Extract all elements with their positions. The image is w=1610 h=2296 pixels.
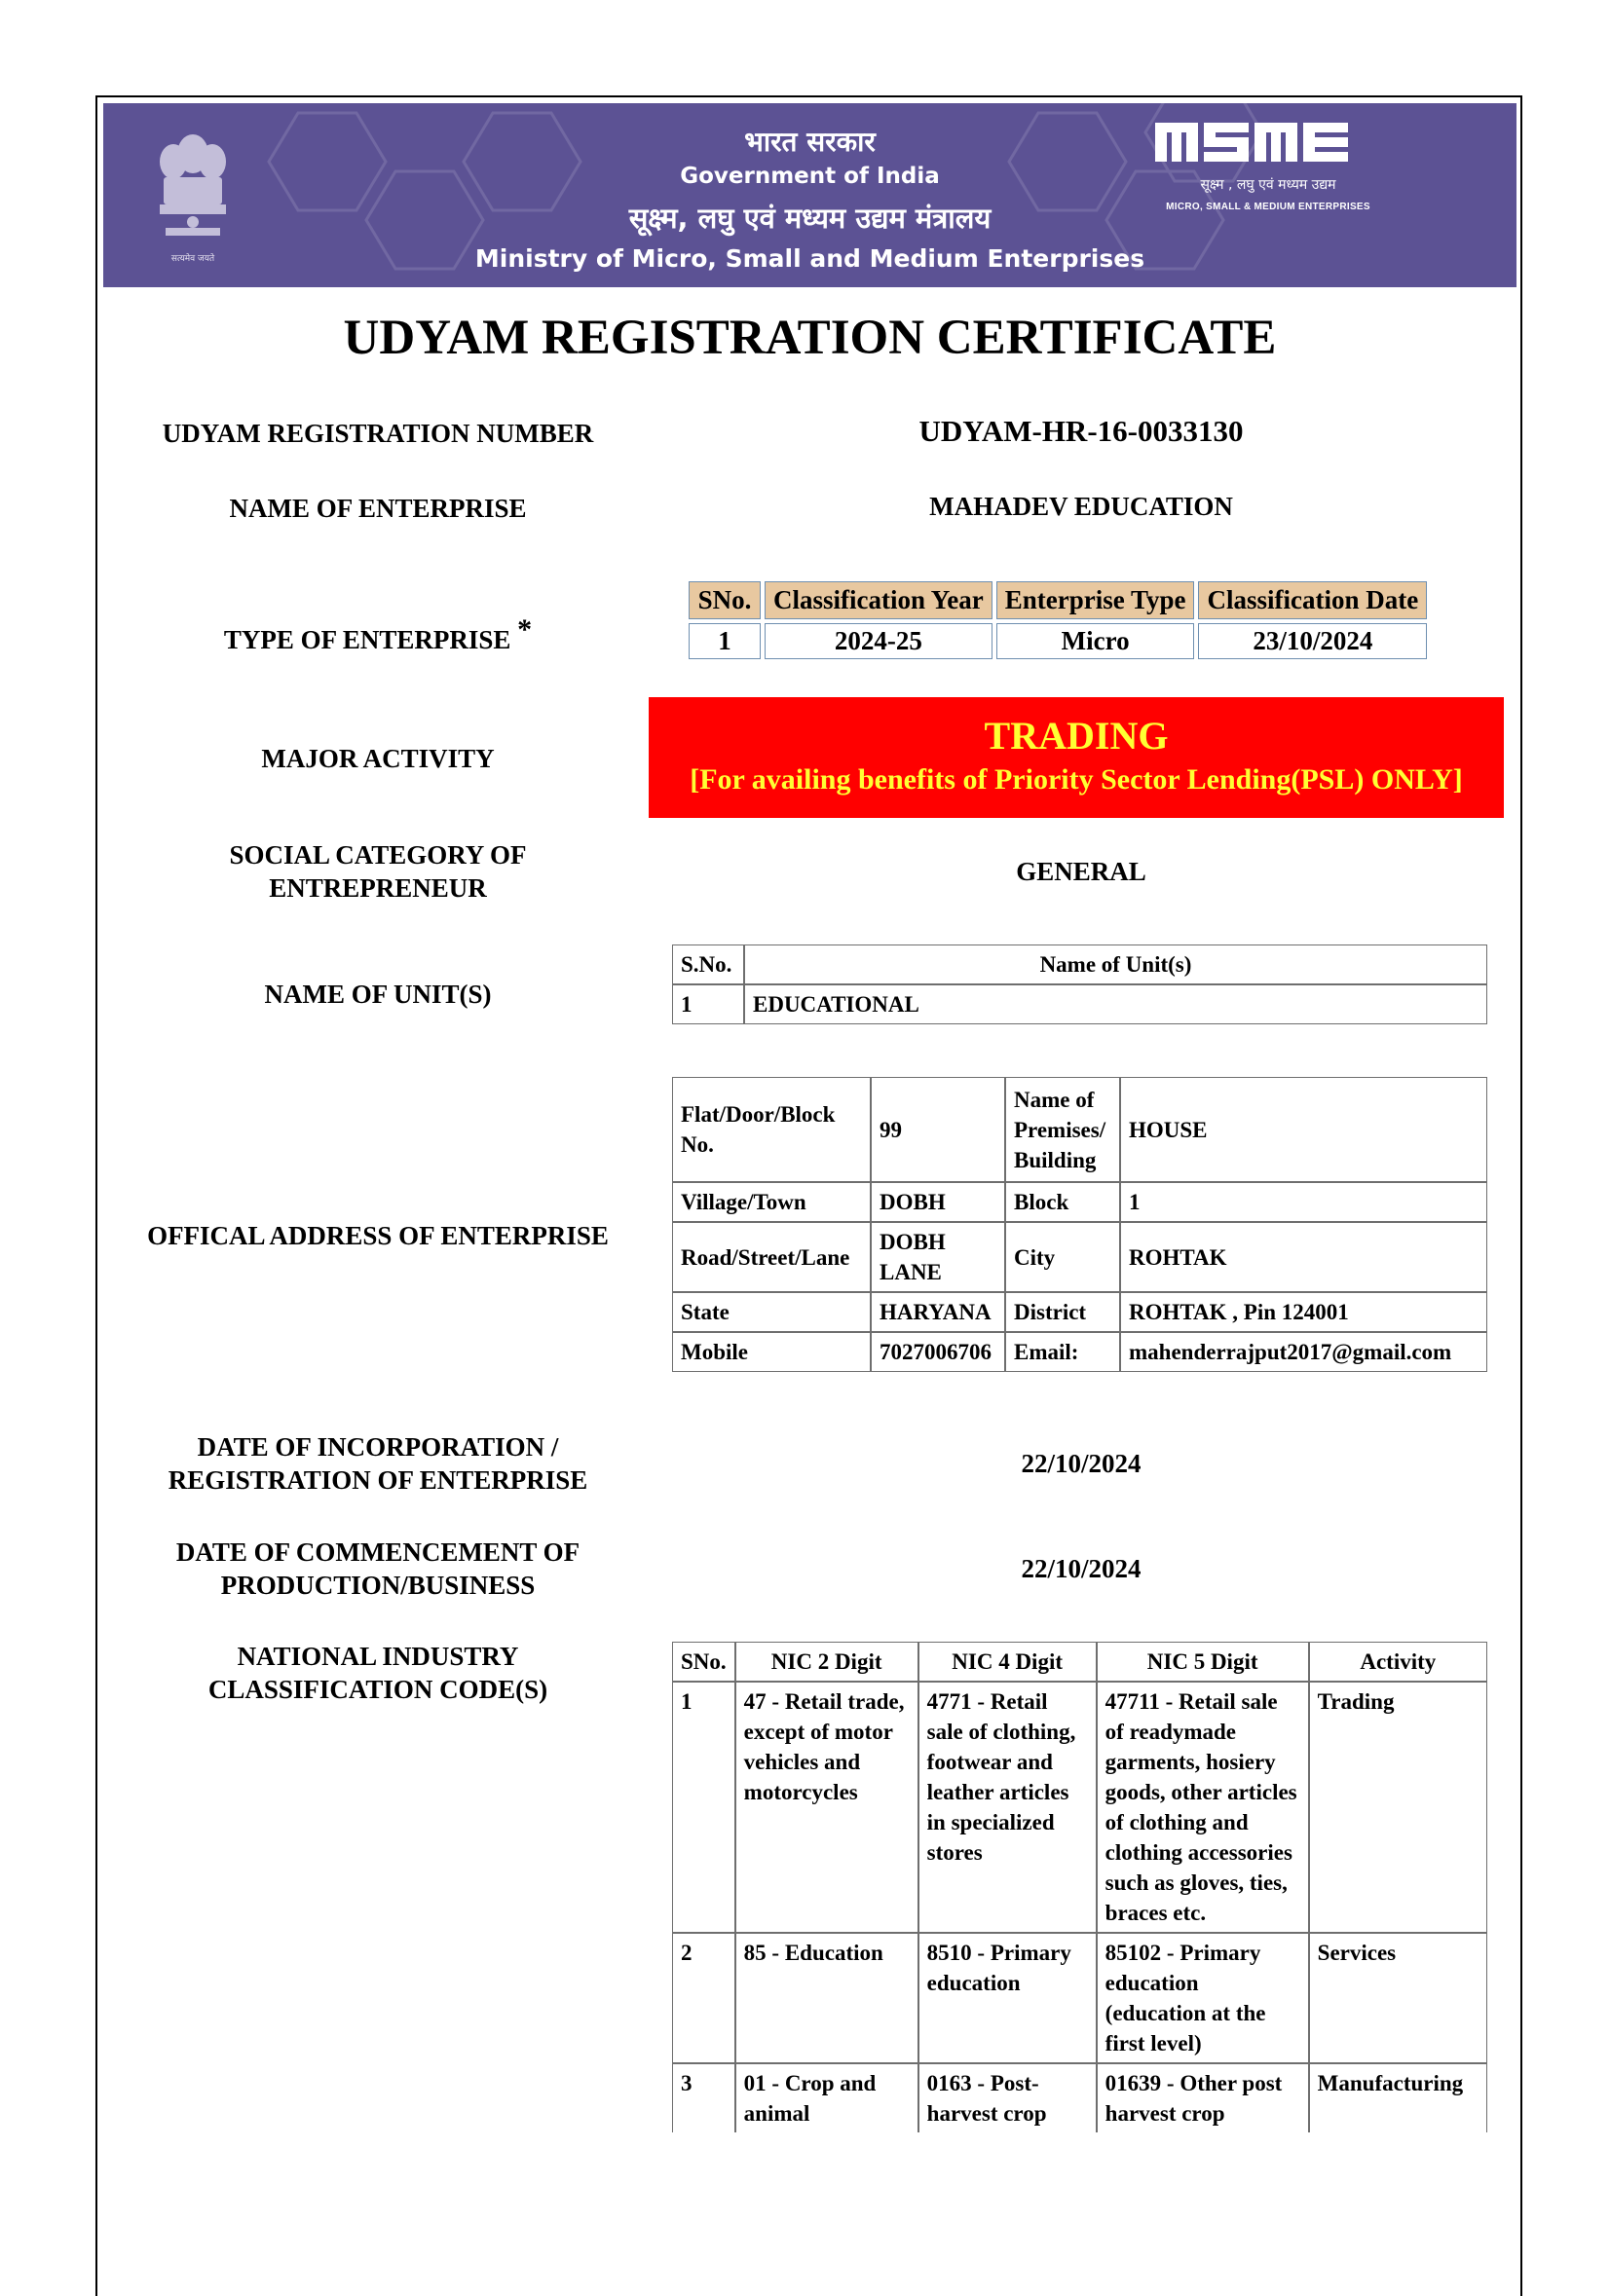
nic-cell: Manufacturing bbox=[1309, 2063, 1487, 2132]
nic-header-2digit: NIC 2 Digit bbox=[735, 1642, 918, 1682]
cls-header-sno: SNo. bbox=[689, 581, 761, 619]
address-block-label: Block bbox=[1005, 1182, 1120, 1222]
incorporation-date: 22/10/2024 bbox=[1021, 1449, 1142, 1478]
type-label-text: TYPE OF ENTERPRISE bbox=[223, 625, 511, 654]
nic-cell: Trading bbox=[1309, 1682, 1487, 1933]
major-activity-label: MAJOR ACTIVITY bbox=[261, 744, 495, 773]
address-district-label: District bbox=[1005, 1292, 1120, 1332]
nic-label bbox=[115, 1640, 641, 1706]
banner-ministry-hindi: सूक्ष्म, लघु एवं मध्यम उद्यम मंत्रालय bbox=[628, 202, 992, 235]
incorporation-label bbox=[115, 1430, 641, 1497]
units-header-sno: S.No. bbox=[672, 944, 744, 984]
enterprise-name-value: MAHADEV EDUCATION bbox=[929, 492, 1233, 521]
nic-cell: 85102 - Primary education (education at the first level) bbox=[1097, 1933, 1309, 2063]
units-cell-name: EDUCATIONAL bbox=[744, 984, 1487, 1024]
address-email-value: mahenderrajput2017@gmail.com bbox=[1120, 1332, 1487, 1372]
major-activity-box bbox=[649, 697, 1504, 818]
cls-header-year: Classification Year bbox=[765, 581, 992, 619]
nic-label-line2: CLASSIFICATION CODE(S) bbox=[207, 1675, 548, 1704]
nic-header-4digit: NIC 4 Digit bbox=[918, 1642, 1097, 1682]
nic-cell: 47 - Retail trade, except of motor vehicles and motorcycles bbox=[735, 1682, 918, 1933]
nic-header-activity: Activity bbox=[1309, 1642, 1487, 1682]
address-city-value: ROHTAK bbox=[1120, 1222, 1487, 1292]
address-flat-value: 99 bbox=[871, 1077, 1005, 1182]
address-flat-label: Flat/Door/Block No. bbox=[672, 1077, 871, 1182]
nic-cell: 1 bbox=[672, 1682, 735, 1933]
nic-table bbox=[672, 1642, 1487, 2132]
address-premises-value: HOUSE bbox=[1120, 1077, 1487, 1182]
classification-table bbox=[685, 577, 1431, 663]
banner-hindi-title: भारत सरकार bbox=[744, 126, 876, 158]
address-mobile-value: 7027006706 bbox=[871, 1332, 1005, 1372]
commencement-label-line1: DATE OF COMMENCEMENT OF bbox=[175, 1537, 580, 1567]
commencement-date: 22/10/2024 bbox=[1021, 1554, 1142, 1583]
address-premises-label: Name of Premises/ Building bbox=[1005, 1077, 1120, 1182]
nic-cell: 01639 - Other post harvest crop bbox=[1097, 2063, 1309, 2132]
reg-number-label: UDYAM REGISTRATION NUMBER bbox=[162, 419, 594, 448]
page-title: UDYAM REGISTRATION CERTIFICATE bbox=[343, 311, 1277, 365]
cls-header-date: Classification Date bbox=[1198, 581, 1427, 619]
nic-header-sno: SNo. bbox=[672, 1642, 735, 1682]
address-label: OFFICAL ADDRESS OF ENTERPRISE bbox=[147, 1221, 609, 1250]
msme-logo-english: MICRO, SMALL & MEDIUM ENTERPRISES bbox=[1166, 202, 1370, 212]
commencement-label bbox=[115, 1536, 641, 1602]
major-activity-note: [For availing benefits of Priority Sector Lending(PSL) ONLY] bbox=[690, 763, 1463, 796]
address-mobile-label: Mobile bbox=[672, 1332, 871, 1372]
address-table bbox=[672, 1077, 1487, 1372]
reg-number-value: UDYAM-HR-16-0033130 bbox=[918, 414, 1244, 448]
units-label: NAME OF UNIT(S) bbox=[264, 980, 492, 1009]
nic-cell: 47711 - Retail sale of readymade garments, hosiery goods, other articles of clothing and clothing accessories such as gloves, ties, braces etc. bbox=[1097, 1682, 1309, 1933]
table-row bbox=[672, 1933, 1487, 2063]
address-village-value: DOBH bbox=[871, 1182, 1005, 1222]
social-category-label-line2: ENTREPRENEUR bbox=[269, 873, 487, 903]
type-label bbox=[115, 613, 641, 656]
major-activity-value: TRADING bbox=[984, 714, 1169, 758]
svg-text:सत्यमेव जयते: सत्यमेव जयते bbox=[170, 254, 215, 264]
header-banner bbox=[103, 103, 1516, 287]
units-table bbox=[672, 944, 1487, 1024]
address-road-value: DOBH LANE bbox=[871, 1222, 1005, 1292]
nic-cell: 85 - Education bbox=[735, 1933, 918, 2063]
cls-cell-date: 23/10/2024 bbox=[1198, 623, 1427, 659]
social-category-label-line1: SOCIAL CATEGORY OF bbox=[229, 840, 527, 870]
table-row bbox=[672, 2063, 1487, 2132]
cls-header-type: Enterprise Type bbox=[996, 581, 1195, 619]
social-category-value: GENERAL bbox=[1016, 857, 1146, 886]
msme-logo-hindi: सूक्ष्म , लघु एवं मध्यम उद्यम bbox=[1200, 177, 1336, 193]
nic-header-5digit: NIC 5 Digit bbox=[1097, 1642, 1309, 1682]
banner-ministry: Ministry of Micro, Small and Medium Enterprises bbox=[474, 244, 1145, 273]
incorporation-label-line2: REGISTRATION OF ENTERPRISE bbox=[168, 1465, 588, 1495]
nic-label-line1: NATIONAL INDUSTRY bbox=[237, 1642, 519, 1671]
units-header-name: Name of Unit(s) bbox=[744, 944, 1487, 984]
enterprise-name-label: NAME OF ENTERPRISE bbox=[229, 494, 527, 523]
commencement-label-line2: PRODUCTION/BUSINESS bbox=[220, 1571, 536, 1600]
social-category-label bbox=[115, 838, 641, 905]
incorporation-label-line1: DATE OF INCORPORATION / bbox=[197, 1432, 559, 1462]
nic-cell: 4771 - Retail sale of clothing, footwear and leather articles in specialized stores bbox=[918, 1682, 1097, 1933]
address-district-value: ROHTAK , Pin 124001 bbox=[1120, 1292, 1487, 1332]
cls-cell-year: 2024-25 bbox=[765, 623, 992, 659]
address-state-value: HARYANA bbox=[871, 1292, 1005, 1332]
nic-cell: 3 bbox=[672, 2063, 735, 2132]
nic-cell: 0163 - Post-harvest crop bbox=[918, 2063, 1097, 2132]
cls-cell-type: Micro bbox=[996, 623, 1195, 659]
table-row bbox=[672, 1682, 1487, 1933]
nic-cell: 01 - Crop and animal bbox=[735, 2063, 918, 2132]
type-asterisk: * bbox=[517, 613, 533, 646]
address-email-label: Email: bbox=[1005, 1332, 1120, 1372]
nic-cell: 8510 - Primary education bbox=[918, 1933, 1097, 2063]
address-road-label: Road/Street/Lane bbox=[672, 1222, 871, 1292]
address-block-value: 1 bbox=[1120, 1182, 1487, 1222]
address-state-label: State bbox=[672, 1292, 871, 1332]
nic-cell: 2 bbox=[672, 1933, 735, 2063]
address-village-label: Village/Town bbox=[672, 1182, 871, 1222]
address-city-label: City bbox=[1005, 1222, 1120, 1292]
units-cell-sno: 1 bbox=[672, 984, 744, 1024]
banner-government: Government of India bbox=[680, 164, 940, 189]
nic-cell: Services bbox=[1309, 1933, 1487, 2063]
cls-cell-sno: 1 bbox=[689, 623, 761, 659]
